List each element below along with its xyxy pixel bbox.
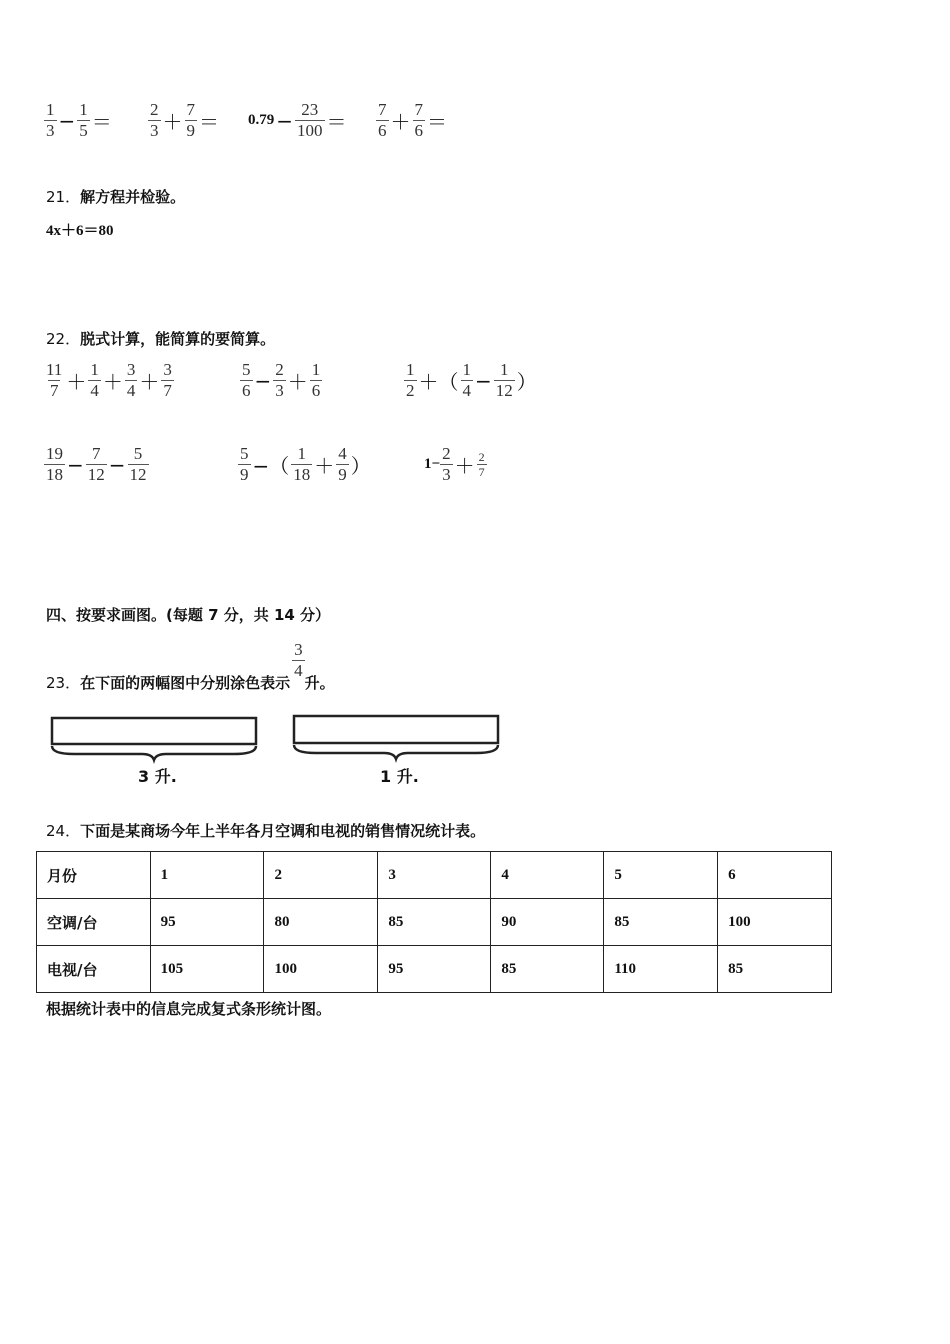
numerator: 5: [240, 444, 249, 463]
denominator: 12: [495, 381, 513, 400]
denominator: 18: [46, 465, 63, 484]
denominator: 100: [297, 121, 323, 140]
row1-expression-2: [148, 100, 221, 141]
denominator: 4: [126, 381, 136, 400]
question-text-unit: 升。: [304, 674, 335, 692]
equals-sign: ＝: [326, 110, 347, 134]
equals-sign: ＝: [91, 110, 112, 134]
fraction: [336, 444, 349, 485]
denominator: 9: [186, 121, 195, 140]
table-cell: 105: [150, 946, 264, 993]
equals-sign: ＝: [427, 110, 447, 134]
numerator: 19: [46, 444, 63, 463]
denominator: 7: [49, 381, 59, 400]
capacity-bars-figure: [44, 710, 514, 790]
fraction: [161, 360, 174, 401]
numerator: 7: [186, 100, 195, 119]
numerator: 2: [150, 100, 159, 119]
table-cell: 4: [491, 852, 604, 899]
question-text: 脱式计算，能简算的要简算。: [80, 330, 276, 348]
bar-three-liters[interactable]: [52, 718, 256, 744]
table-cell: 100: [718, 899, 832, 946]
denominator: 3: [150, 121, 159, 140]
fraction: [128, 444, 149, 485]
fraction: [240, 360, 253, 401]
operator: ＋: [139, 370, 160, 394]
operator: ＋: [102, 370, 123, 394]
sales-table: [36, 851, 832, 993]
fraction: [440, 444, 453, 485]
numerator: 23: [301, 100, 319, 119]
q22-expression-3: [404, 360, 539, 401]
operator: −: [475, 368, 492, 393]
fraction: [273, 360, 286, 401]
q22-expression-2: [240, 360, 322, 401]
operator: ＋: [66, 370, 87, 394]
fraction: [404, 360, 417, 401]
question-text: 在下面的两幅图中分别涂色表示: [80, 674, 291, 692]
numerator: 1: [79, 100, 88, 119]
operator: ＋: [162, 110, 183, 134]
numerator: 1: [500, 360, 509, 379]
denominator: 6: [242, 381, 251, 400]
table-cell: 95: [150, 899, 264, 946]
section-4-heading: 四、按要求画图。(每题 7 分，共 14 分）: [46, 606, 331, 624]
table-cell: 85: [378, 899, 491, 946]
question-22-title: [46, 328, 275, 349]
table-cell: 80: [264, 899, 378, 946]
equals-sign: ＝: [199, 110, 219, 134]
row1-expression-4: [376, 100, 449, 141]
question-text: 解方程并检验。: [80, 188, 186, 206]
numerator: 7: [92, 444, 101, 463]
fraction: [77, 100, 90, 141]
denominator: 12: [87, 465, 105, 484]
question-21-title: [46, 186, 185, 207]
question-23-title: [46, 628, 335, 693]
denominator: 18: [293, 465, 311, 484]
label-one-liter: 1 升.: [380, 767, 419, 786]
numerator: 4: [338, 444, 347, 463]
question-number: 23．: [46, 674, 81, 692]
bar-one-liter[interactable]: [294, 716, 498, 743]
numerator: 7: [378, 100, 387, 119]
closing-parenthesis: ）: [350, 454, 371, 478]
fraction: [295, 100, 325, 141]
table-cell: 空调/台: [37, 899, 151, 946]
denominator: 9: [338, 465, 347, 484]
label-three-liters: 3 升.: [138, 767, 177, 786]
fraction: [291, 444, 312, 485]
fraction: [44, 360, 64, 401]
table-cell: 电视/台: [37, 946, 151, 993]
fraction: [125, 360, 138, 401]
table-cell: 2: [264, 852, 378, 899]
numerator: 1: [46, 100, 55, 119]
operator: ＋: [454, 454, 475, 478]
fraction: [185, 100, 198, 141]
table-cell: 3: [378, 852, 491, 899]
fraction: [477, 450, 487, 479]
denominator: 7: [163, 381, 172, 400]
fraction: [88, 360, 101, 401]
numerator: 11: [46, 360, 63, 379]
numerator: 1: [297, 444, 307, 463]
fraction: [413, 100, 426, 141]
operator: ＋: [287, 370, 308, 394]
table-row: [37, 899, 832, 946]
numerator: 1: [462, 360, 471, 379]
table-header-row: [37, 852, 832, 899]
numerator: 1: [90, 360, 99, 379]
denominator: 3: [46, 121, 55, 140]
denominator: 2: [406, 381, 415, 400]
fraction: [461, 360, 474, 401]
numerator: 3: [294, 640, 303, 659]
question-24-title: [46, 820, 485, 841]
table-cell: 110: [604, 946, 718, 993]
table-cell: 5: [604, 852, 718, 899]
numerator: 1: [406, 360, 415, 379]
table-cell: 1: [150, 852, 264, 899]
table-row: [37, 946, 832, 993]
operator: −（: [252, 454, 290, 478]
fraction: [86, 444, 107, 485]
fraction: [376, 100, 389, 141]
numerator: 5: [242, 360, 251, 379]
table-footer-instruction: 根据统计表中的信息完成复式条形统计图。: [46, 1000, 332, 1018]
table-cell: 85: [718, 946, 832, 993]
question-number: 24．: [46, 822, 81, 840]
fraction: [310, 360, 323, 401]
denominator: 3: [275, 381, 284, 400]
denominator: 6: [414, 121, 423, 140]
operator: ＋（: [418, 370, 459, 394]
denominator: 4: [462, 381, 471, 400]
row1-expression-3: [248, 100, 349, 141]
q22-expression-6: [424, 444, 487, 485]
fraction: [44, 100, 57, 141]
operator: −: [108, 452, 126, 477]
fraction: [494, 360, 515, 401]
operator: −: [254, 368, 272, 393]
denominator: 4: [90, 381, 99, 400]
numerator: 5: [133, 444, 143, 463]
denominator: 5: [79, 121, 88, 140]
table-cell: 月份: [37, 852, 151, 899]
numerator: 2: [478, 450, 485, 464]
table-cell: 85: [491, 946, 604, 993]
q22-expression-5: [238, 444, 373, 485]
operator: ＋: [314, 454, 335, 478]
equation: 4x＋6＝80: [46, 223, 114, 239]
brace-right: [294, 745, 498, 759]
fraction: [44, 444, 65, 485]
numerator: 2: [275, 360, 284, 379]
denominator: 6: [378, 121, 387, 140]
question-number: 21．: [46, 188, 81, 206]
brace-left: [52, 746, 256, 760]
numerator: 3: [126, 360, 136, 379]
operator: −: [276, 108, 294, 133]
leading-term: 1−: [424, 456, 441, 472]
numerator: 2: [442, 444, 451, 463]
operator: −: [67, 452, 84, 477]
table-cell: 6: [718, 852, 832, 899]
operator: ＋: [390, 110, 411, 134]
fraction: [238, 444, 251, 485]
numerator: 7: [414, 100, 423, 119]
q22-expression-1: [44, 360, 174, 401]
question-text: 下面是某商场今年上半年各月空调和电视的销售情况统计表。: [80, 822, 486, 840]
fraction-three-quarters: [292, 640, 305, 681]
denominator: 3: [442, 465, 451, 484]
decimal-value: 0.79: [248, 112, 275, 128]
denominator: 7: [478, 465, 485, 479]
fraction: [148, 100, 161, 141]
q22-expression-4: [44, 444, 149, 485]
table-cell: 85: [604, 899, 718, 946]
operator: −: [58, 108, 76, 133]
denominator: 12: [129, 465, 147, 484]
denominator: 6: [311, 381, 321, 400]
table-cell: 90: [491, 899, 604, 946]
denominator: 9: [240, 465, 249, 484]
row1-expression-1: [44, 100, 114, 141]
question-number: 22．: [46, 330, 81, 348]
table-cell: 95: [378, 946, 491, 993]
numerator: 1: [311, 360, 321, 379]
closing-parenthesis: ）: [516, 370, 537, 394]
table-cell: 100: [264, 946, 378, 993]
denominator: 4: [294, 661, 303, 680]
numerator: 3: [163, 360, 172, 379]
